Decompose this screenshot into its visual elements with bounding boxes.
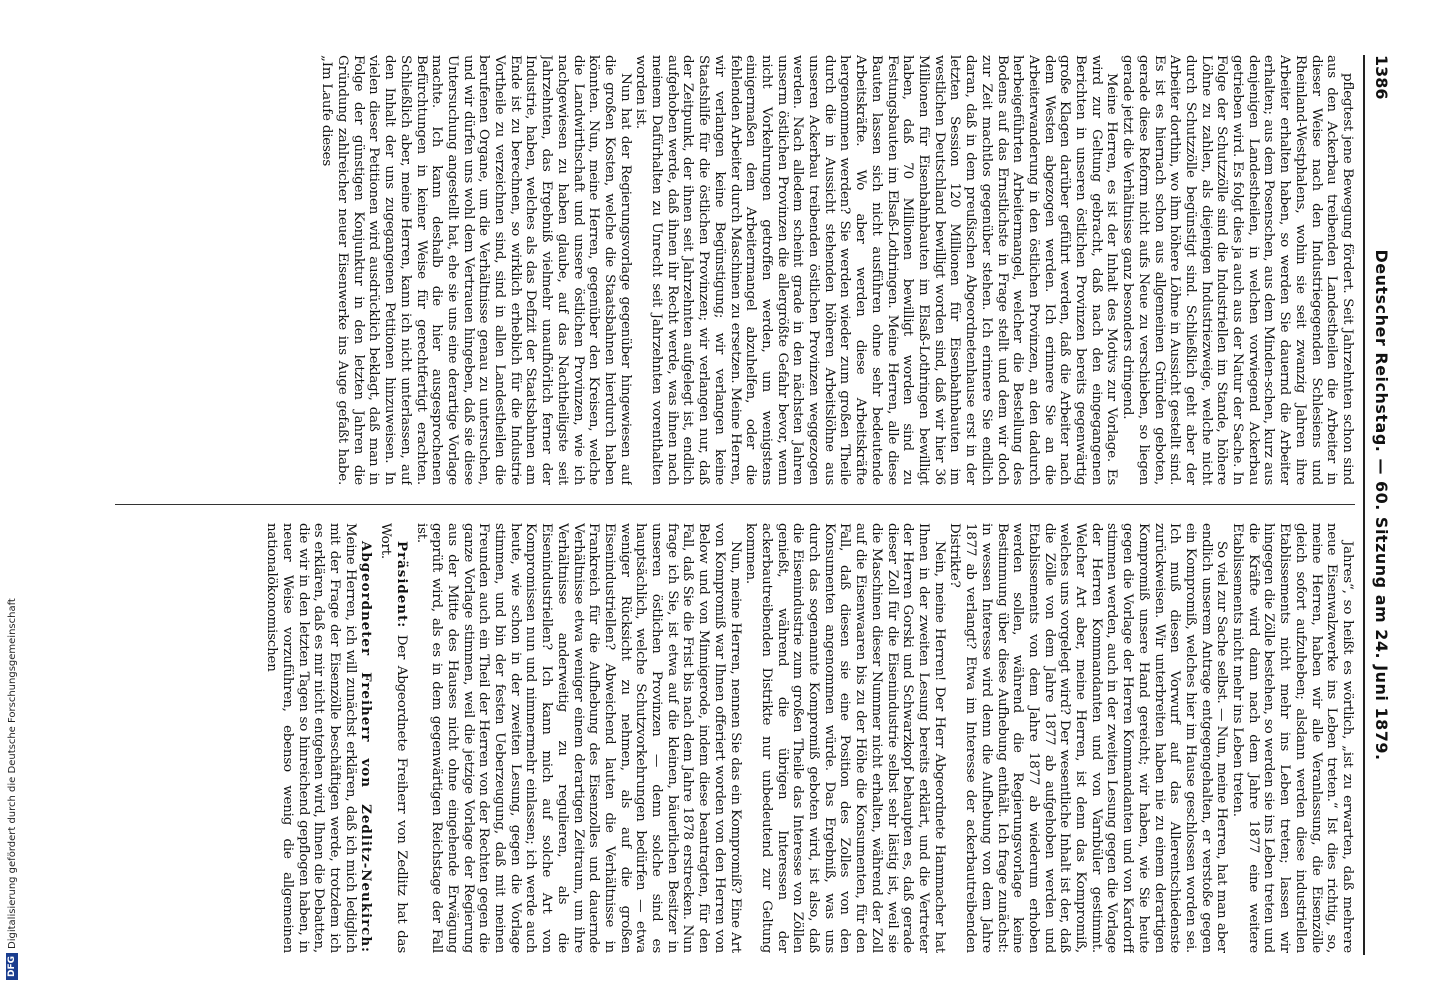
speaker-paragraph	[377, 523, 408, 953]
page-header	[1363, 55, 1395, 955]
paragraph: Nun hat der Regierungsvorlage gegenüber hingewiesen auf die großen Kosten, welche die Staatsbahnen hierdurch haben könnten. Nun, meine Herren, gegenüber den Kreisen, welche die Landwirthschaft und unsere östlichen Provinzen, wie ich nachgewiesen zu haben glaube, auf das Nachtheiligste seit Jahrzehnten, das Ergebniß vielmehr unaufhörlich ferner der Industrie, haben, welches als das Defizit der Staatsbahnen am Ende ist zu berechnen, so wirklich erheblich für die Industrie Vortheile zu verzeichnen sind, sind in allen Landestheilen die berufenen Organe, um die Verhältnisse genau zu untersuchen, und wir dürfen uns wohl dem Vertrauen hingeben, daß sie diese Untersuchung angestellt hat, ehe sie uns eine derartige Vorlage machte. Ich kann deshalb die hier ausgesprochenen Befürchtungen in keiner Weise für gerechtfertigt erachten. Schließlich aber, meine Herren, kann ich nicht unterlassen, auf den Inhalt der uns zugegangenen Petitionen hinzuweisen. In vielen dieser Petitionen wird ausdrücklich beklagt, daß man in Folge der günstigen Konjunktur in den letzten Jahren die Gründung zahlreicher neuer Eisenwerke ins Auge gefaßt habe. „Im Laufe dieses	[319, 55, 633, 485]
speaker-text: Der Abgeordnete Freiherr von Zedlitz hat das Wort.	[378, 523, 409, 953]
digitization-note	[6, 598, 18, 980]
page-number: 1386	[1372, 55, 1391, 100]
paragraph: Jahres“, so heißt es wörtlich, „ist zu erwarten, daß mehrere neue Eisenwalzwerke ins Leben treten.“ Ist dies richtig, so, meine Herren, haben wir alle Veranlassung, die Eisenzölle gleich sofort aufzuheben; alsdann werden diese industriellen Etablissements nicht mehr ins Leben treten; lassen wir hingegen die Zölle bestehen, so werden sie ins Leben treten und die Kräfte wird dann nach dem Jahre 1877 eine weitere Etablissements nicht mehr ins Leben treten.	[1230, 523, 1355, 953]
paragraph: So viel zur Sache selbst. — Nun, meine Herren, hat man aber endlich unserem Antrage entgegengehalten, er verstoße gegen ein Kompromiß, welches hier im Hause geschlossen worden sei. Ich muß diesen Vorwurf auf das Allerentschiedenste zurückweisen. Wir unterbreiten haben nie zu einem derartigen Kompromiß unsere Hand gereicht; wir haben, wie Sie heute gegen die Vorlage der Herren Kommandanten und von Kardorff stimmen werden, auch in der zweiten Lesung gegen die Vorlage der Herren Kommandanten und von Varnbüler gestimmt. Welcher Art aber, meine Herren, ist denn das Kompromiß, welches uns vorgelegt wird? Der wesentliche Inhalt ist der, daß die Zölle von dem Jahre 1877 ab aufgehoben werden und Etablissements von dem Jahre 1877 ab wiederum erhoben werden sollen, während die Regierungsvorlage keine Bestimmung über diese Aufhebung enthält. Ich frage zunächst: in wessen Interesse wird denn die Aufhebung von dem Jahre 1877 ab verlangt? Etwa im Interesse der ackerbautreibenden Distrikte?	[947, 523, 1230, 953]
page-title: Deutscher Reichstag. — 60. Sitzung am 24. Juni 1879.	[1372, 249, 1391, 761]
paragraph: Nun, meine Herren, nennen Sie das ein Kompromiß? Eine Art von Kompromiß war Ihnen offeriert worden von den Herren von Below und von Minnigerode, indem diese beantragten, für den Fall, daß Sie die Frist bis nach dem Jahre 1878 erstrecken. Nun frage ich Sie, ist etwa auf die kleinen, bäuerlichen Besitzer in unseren östlichen Provinzen — denn solche sind es hauptsächlich, welche Schutzvorkehrungen bedürfen — etwa weniger Rücksicht zu nehmen, als auf die großen Eisenindustriellen? Abweichend lauten die Verhältnisse in Frankreich für die Aufhebung des Eisenzolles und dauernde Verhältnisse etwa weniger einem derartigen Zeitraum, um ihre Verhältnisse anderweitig zu regulieren, als die Eisenindustriellen? Ich kann mich auf solche Art von Kompromissen nun und nimmermehr einlassen; ich werde auch heute, wie schon in der zweiten Lesung, gegen die Vorlage stimmen, und bin der festen Ueberzeugung, daß mit meinen Freunden auch ein Theil der Herren von der Rechten gegen die ganze Vorlage stimmen, weil die jetzige Vorlage der Regierung aus der Mitte des Hauses nicht ohne eingehende Erwägung geprüft wird, als es in dem gegenwärtigen Reichstage der Fall ist.	[413, 523, 743, 953]
rotated-page	[105, 55, 1395, 955]
right-column	[115, 523, 1355, 953]
speaker-text: Meine Herren, ich will zunächst erklären, daß ich mich lediglich mit der Frage der Eisenzölle beschäftigen werde, trotzdem ich es erklären, daß es mir nicht entgehen wird, Ihnen die Debatten, die wir in den letzten Tagen so hinreichend gepflogen haben, in neuer Weise vorzuführen, ebenso wenig die allgemeinen nationalökonomischen	[264, 523, 358, 953]
digitization-note-text: Digitalisierung gefördert durch die Deutsche Forschungsgemeinschaft	[7, 598, 18, 949]
paragraph: Nein, meine Herren! Der Herr Abgeordnete Hammacher hat Ihnen in der zweiten Lesung bereits erklärt, und die Vertreter der Herren Gorski und Schwarzkopf behaupten es, daß gerade dieser Zoll für die Eisenindustrie selbst sehr lästig ist, weil sie die Maschinen dieser Nummer nicht erhalten, während der Zoll auf die Eisenwaaren bis zu der Höhe die Konsumenten, für den Fall, daß diesen sie eine Position des Zolles von den Konsumenten angenommen würde. Das Ergebniß, was uns durch das sogenannte Kompromiß geboten wird, ist also, daß die Eisenindustrie zum großen Theile das Interesse von Zöllen genießt, während die übrigen Interessen der ackerbautreibenden Distrikte nur unbedeutend zur Geltung kommen.	[743, 523, 947, 953]
left-column	[115, 55, 1355, 485]
paragraph: pflegtest jene Bewegung fördert. Seit Jahrzehnten schon sind aus den Ackerbau treibenden Landestheilen die Arbeiter in dieser Weise nach den Industriegegenden Schlesiens und Rheinland-Westphalens, wohin sie seit zwanzig Jahren ihre Arbeiter erhalten haben, so werden Sie dauernd die Arbeiter erhalten; aus dem Posenschen, aus dem Minden-schen, kurz aus denjenigen Landestheilen, in welchen vorwiegend Ackerbau getrieben wird. Es folgt dies ja auch aus der Natur der Sache. In Folge der Schutzzölle sind die Industriellen im Stande, höhere Löhne zu zahlen, als diejenigen Industriezweige, welche nicht durch Schutzzölle begünstigt sind. Schließlich geht aber der Arbeiter dorthin, wo ihm höhere Löhne in Aussicht gestellt sind. Es ist es hiernach schon aus allgemeinen Gründen geboten, gerade diese Reform nicht aufs Neue zu verschieben, so liegen gerade jetzt die Verhältnisse ganz besonders dringend.	[1120, 55, 1355, 485]
speaker-name: Präsident:	[393, 541, 410, 629]
dfg-logo: DFG	[6, 953, 18, 980]
paragraph: Meine Herren, es ist der Inhalt des Motivs zur Vorlage. Es wird zur Geltung gebracht, daß nach den eingegangenen Berichten in unseren östlichen Provinzen bereits gegenwärtig große Klagen darüber geführt werden, daß die Arbeiter nach dem Westen abgezogen werden. Ich erinnere Sie an die Arbeiterwanderung in den östlichen Provinzen, an den dadurch herbeigeführten Arbeitermangel, welcher die Bestellung des Bodens auf das Ernstlichste in Frage stellt und dem wir doch zur Zeit machtlos gegenüber stehen. Ich erinnere Sie endlich daran, daß in dem preußischen Abgeordnetenhause erst in der letzten Session 120 Millionen für Eisenbahnbauten im westlichen Deutschland bewilligt worden sind, daß wir hier 36 Millionen für Eisenbahnbauten im Elsaß-Lothringen bewilligt haben, daß 70 Millionen bewilligt worden sind zu Festungsbauten im Elsaß-Lothringen. Meine Herren, alle diese Bauten lassen sich nicht ausführen ohne sehr bedeutende Arbeitskräfte. Wo aber werden diese Arbeitskräfte hergenommen werden? Sie werden wieder zum großen Theile durch die in Aussicht stehenden höheren Arbeitslöhne aus unseren Ackerbau treibenden östlichen Provinzen weggezogen werden. Nach alledem scheint grade in den nächsten Jahren unserm östlichen Provinzen die allergrößte Gefahr bevor, wenn nicht Vorkehrungen getroffen werden, um wenigstens einigermaßen dem Arbeitermangel abzuhelfen, oder die fehlenden Arbeiter durch Maschinen zu ersetzen. Meine Herren, wir verlangen keine Begünstigung; wir verlangen keine Staatshilfe für die östlichen Provinzen; wir verlangen nur, daß der Zeitpunkt, der ihnen seit Jahrzehnten aufgelegt ist, endlich aufgehoben werde, daß ihnen ihr Recht werde, was ihnen nach meinem Dafürhalten zu Unrecht seit Jahrzehnten vorenthalten worden ist.	[633, 55, 1120, 485]
speaker-paragraph	[263, 523, 373, 953]
column-divider	[115, 504, 1355, 505]
speaker-name: Abgeordneter Freiherr von Zedlitz-Neukirch:	[358, 541, 375, 953]
